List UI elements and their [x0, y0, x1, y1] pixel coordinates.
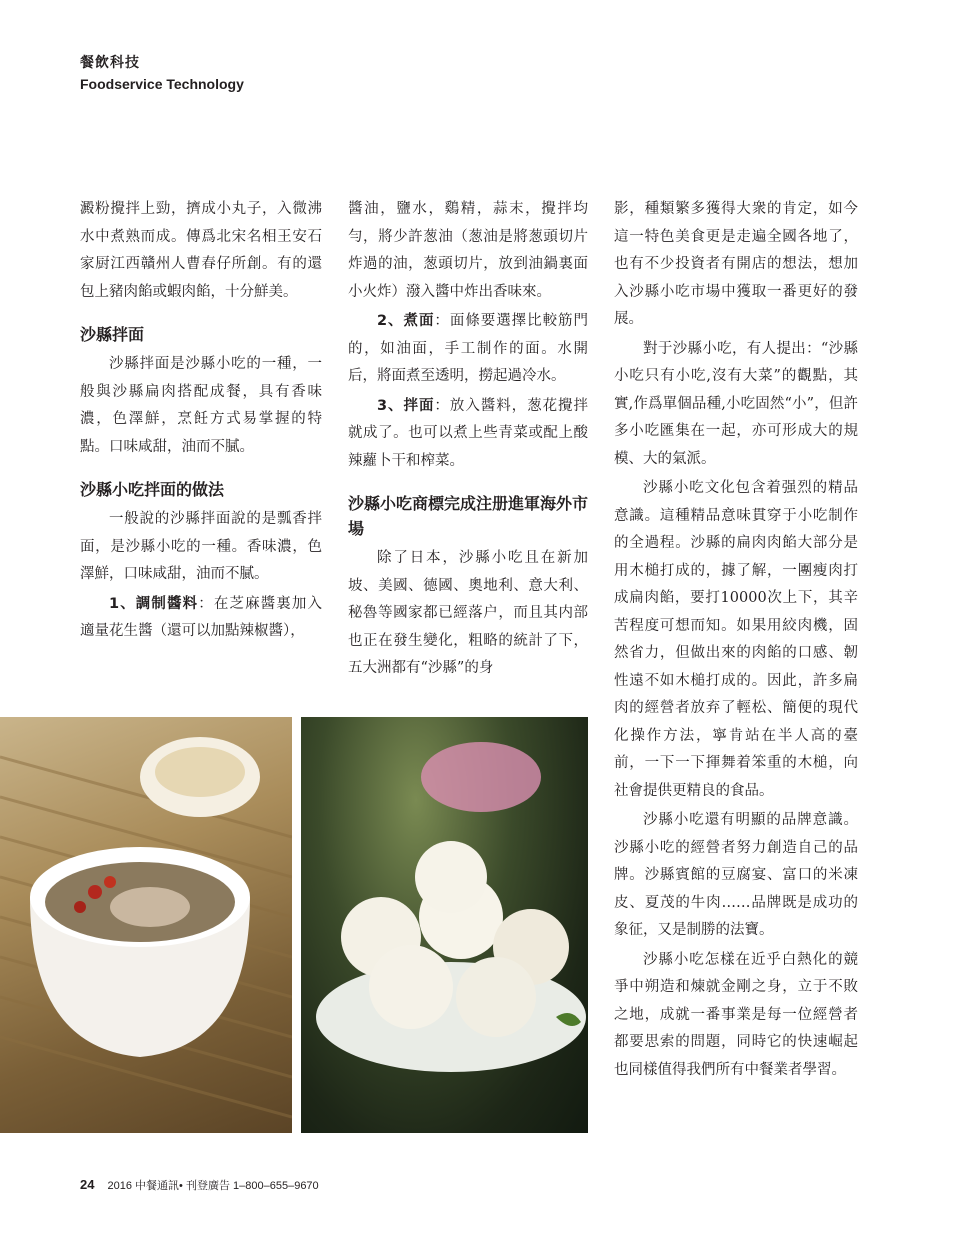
- step-1-continued: 醬油，鹽水，鷄精，蒜末，攪拌均勻，將少許葱油（葱油是將葱頭切片炸過的油，葱頭切片，放到油鍋裏面小火炸）潑入醬中炸出香味來。: [348, 201, 588, 300]
- heading-banmian: 沙縣拌面: [80, 325, 145, 344]
- intro-paragraph: 澱粉攪拌上勁，擠成小丸子，入微沸水中煮熟而成。傳爲北宋名相王安石家厨江西贛州人曹春仔所創。有的還包上豬肉餡或蝦肉餡，十分鮮美。: [80, 201, 322, 300]
- step-2: [348, 308, 588, 391]
- step-3: [348, 393, 588, 476]
- heading-trademark: 沙縣小吃商標完成注册進軍海外市場: [348, 494, 589, 538]
- soup-illustration: [0, 717, 292, 1133]
- fishball-photo: [301, 717, 588, 1133]
- column-3: [614, 196, 858, 1086]
- col3-paragraph-4: 沙縣小吃還有明顯的品牌意識。沙縣小吃的經營者努力創造自己的品牌。沙縣賓館的豆腐宴、富口的米凍皮、夏茂的牛肉……品牌既是成功的象征，又是制勝的法寶。: [614, 812, 858, 938]
- step-1: [80, 591, 322, 646]
- step-3-label: 3、拌面: [377, 397, 435, 414]
- step-1-label: 1、調制醬料: [109, 595, 199, 612]
- page-number: 24: [80, 1177, 95, 1192]
- column-1: [80, 196, 322, 648]
- section-header: [80, 52, 244, 92]
- step-1-text: ：在芝麻醬裏加入適量花生醬（還可以加點辣椒醬），: [80, 595, 323, 639]
- col3-paragraph-3: 沙縣小吃文化包含着强烈的精品意識。這種精品意味貫穿于小吃制作的全過程。沙縣的扁肉肉餡大部分是用木槌打成的，據了解，一團瘦肉打成扁肉餡，要打10000次上下，其辛苦程度可想而知。如果用絞肉機，固然省力，但做出來的肉餡的口感、韌性遠不如木槌打成的。因此，許多扁肉的經營者放弃了輕松、簡便的現代化操作方法，寧肯站在半人高的臺前，一下一下揮舞着笨重的木槌，向社會提供更精良的食品。: [614, 480, 858, 799]
- heading-method: 沙縣小吃拌面的做法: [80, 480, 225, 499]
- section-title-en: Foodservice Technology: [80, 76, 244, 92]
- fishball-illustration: [301, 717, 588, 1133]
- soup-photo: [0, 717, 292, 1133]
- col3-paragraph-2: 對于沙縣小吃，有人提出：“沙縣小吃只有小吃,沒有大菜”的觀點，其實,作爲單個品種,小吃固然“小”，但許多小吃匯集在一起，亦可形成大的規模、大的氣派。: [614, 340, 858, 467]
- col3-paragraph-1: 影，種類繁多獲得大衆的肯定，如今這一特色美食更是走遍全國各地了，也有不少投資者有開店的想法，想加入沙縣小吃市場中獲取一番更好的發展。: [614, 201, 858, 327]
- page-footer: [80, 1177, 319, 1193]
- step-3-text: ：放入醬料，葱花攪拌就成了。也可以煮上些青菜或配上酸辣蘿卜干和榨菜。: [348, 397, 588, 469]
- step-2-text: ：面條要選擇比較筋門的，如油面，手工制作的面。水開后，將面煮至透明，撈起過冷水。: [348, 313, 588, 384]
- step-2-label: 2、煮面: [377, 313, 435, 329]
- col3-paragraph-5: 沙縣小吃怎樣在近乎白熱化的競爭中朔造和煉就金剛之身，立于不敗之地，成就一番事業是每一位經營者都要思索的問題，同時它的快速崛起也同樣值得我們所有中餐業者學習。: [614, 951, 858, 1078]
- banmian-paragraph: 沙縣拌面是沙縣小吃的一種，一般與沙縣扁肉搭配成餐，具有香味濃，色澤鮮，烹飪方式易掌握的特點。口味咸甜，油而不膩。: [80, 356, 322, 455]
- column-2: [348, 196, 588, 685]
- section-title-zh: 餐飲科技: [80, 55, 140, 71]
- footer-text: 2016 中餐通訊• 刊登廣告 1–800–655–9670: [107, 1180, 319, 1192]
- method-paragraph: 一般說的沙縣拌面說的是瓢香拌面，是沙縣小吃的一種。香味濃，色澤鮮，口味咸甜，油而不膩。: [80, 511, 322, 582]
- trademark-paragraph: 除了日本，沙縣小吃且在新加坡、美國、德國、奧地利、意大利、秘魯等國家都已經落户，而且其内部也正在發生變化，粗略的統計了下，五大洲都有“沙縣”的身: [348, 550, 588, 676]
